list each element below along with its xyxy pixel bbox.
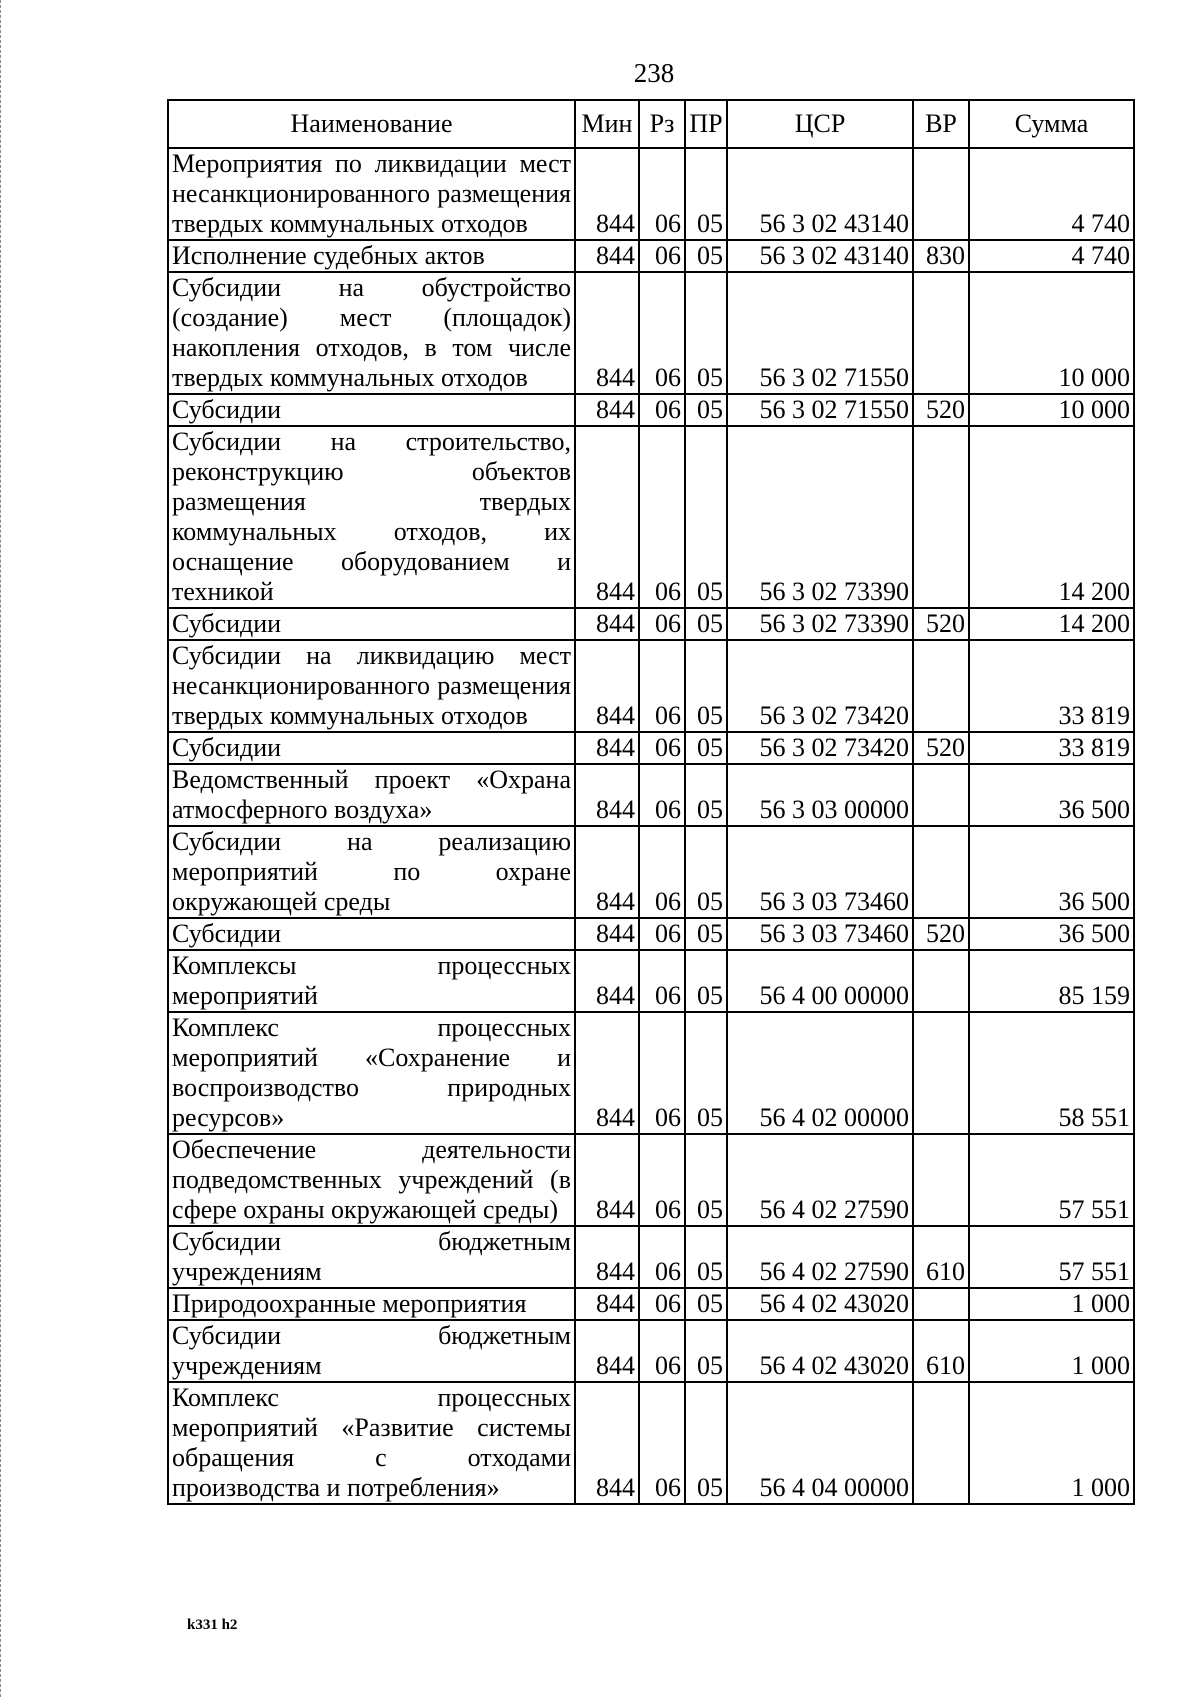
cell-vr: 520 [913,732,969,764]
cell-min: 844 [575,1382,639,1504]
cell-name: Субсидии [168,394,575,426]
table-row [168,1012,1134,1134]
cell-min: 844 [575,1134,639,1226]
cell-min: 844 [575,148,639,240]
table-row [168,1288,1134,1320]
cell-pr: 05 [685,272,727,394]
cell-vr [913,426,969,608]
cell-sum: 57 551 [969,1134,1134,1226]
cell-min: 844 [575,240,639,272]
cell-pr: 05 [685,1134,727,1226]
cell-sum: 85 159 [969,950,1134,1012]
budget-table [167,99,1135,1505]
cell-vr [913,826,969,918]
cell-csr: 56 3 03 73460 [727,826,913,918]
cell-name: Исполнение судебных актов [168,240,575,272]
cell-name: Комплекс процессных мероприятий «Развитие системы обращения с отходами производства и потребления» [168,1382,575,1504]
page-edge-rule [0,0,1,1697]
cell-vr [913,764,969,826]
cell-vr [913,640,969,732]
cell-pr: 05 [685,148,727,240]
table-row [168,764,1134,826]
cell-pr: 05 [685,1288,727,1320]
table-row [168,426,1134,608]
cell-vr [913,1288,969,1320]
cell-name: Природоохранные мероприятия [168,1288,575,1320]
cell-rz: 06 [639,426,685,608]
table-header-row [168,100,1134,148]
cell-pr: 05 [685,640,727,732]
cell-sum: 58 551 [969,1012,1134,1134]
cell-csr: 56 3 03 73460 [727,918,913,950]
cell-sum: 14 200 [969,608,1134,640]
cell-csr: 56 3 02 73420 [727,732,913,764]
table-row [168,608,1134,640]
header-rz: Рз [639,100,685,148]
cell-vr [913,272,969,394]
table-row [168,640,1134,732]
cell-min: 844 [575,426,639,608]
cell-sum: 14 200 [969,426,1134,608]
table-row [168,1134,1134,1226]
cell-rz: 06 [639,1382,685,1504]
cell-min: 844 [575,826,639,918]
cell-pr: 05 [685,394,727,426]
cell-sum: 33 819 [969,732,1134,764]
cell-rz: 06 [639,1226,685,1288]
cell-sum: 36 500 [969,764,1134,826]
cell-name: Субсидии на строительство, реконструкцию объектов размещения твердых коммунальных отходов, их оснащение оборудованием и техникой [168,426,575,608]
cell-pr: 05 [685,1320,727,1382]
cell-vr: 830 [913,240,969,272]
cell-name: Субсидии [168,918,575,950]
cell-pr: 05 [685,240,727,272]
table-row [168,732,1134,764]
cell-csr: 56 4 00 00000 [727,950,913,1012]
cell-sum: 36 500 [969,826,1134,918]
cell-min: 844 [575,918,639,950]
table-row [168,950,1134,1012]
cell-sum: 1 000 [969,1288,1134,1320]
cell-name: Субсидии [168,608,575,640]
table-row [168,394,1134,426]
cell-sum: 4 740 [969,148,1134,240]
cell-csr: 56 4 02 27590 [727,1134,913,1226]
cell-csr: 56 3 02 73420 [727,640,913,732]
cell-vr [913,1382,969,1504]
cell-pr: 05 [685,764,727,826]
cell-min: 844 [575,1012,639,1134]
cell-vr: 520 [913,608,969,640]
cell-csr: 56 4 04 00000 [727,1382,913,1504]
cell-vr: 520 [913,394,969,426]
cell-pr: 05 [685,950,727,1012]
cell-rz: 06 [639,826,685,918]
cell-csr: 56 3 02 71550 [727,272,913,394]
table-row [168,1320,1134,1382]
cell-min: 844 [575,764,639,826]
cell-sum: 1 000 [969,1382,1134,1504]
cell-min: 844 [575,1288,639,1320]
table-row [168,1382,1134,1504]
cell-sum: 36 500 [969,918,1134,950]
cell-name: Мероприятия по ликвидации мест несанкционированного размещения твердых коммунальных отходов [168,148,575,240]
cell-name: Субсидии на обустройство (создание) мест (площадок) накопления отходов, в том числе твердых коммунальных отходов [168,272,575,394]
cell-csr: 56 4 02 27590 [727,1226,913,1288]
cell-rz: 06 [639,272,685,394]
cell-csr: 56 4 02 43020 [727,1288,913,1320]
cell-min: 844 [575,1226,639,1288]
cell-rz: 06 [639,1012,685,1134]
cell-rz: 06 [639,394,685,426]
header-name: Наименование [168,100,575,148]
table-row [168,1226,1134,1288]
cell-rz: 06 [639,240,685,272]
cell-min: 844 [575,272,639,394]
cell-rz: 06 [639,1288,685,1320]
cell-pr: 05 [685,732,727,764]
cell-rz: 06 [639,640,685,732]
header-min: Мин [575,100,639,148]
table-row [168,240,1134,272]
cell-vr: 520 [913,918,969,950]
cell-csr: 56 3 02 71550 [727,394,913,426]
cell-sum: 33 819 [969,640,1134,732]
table-row [168,148,1134,240]
cell-vr [913,148,969,240]
cell-rz: 06 [639,1134,685,1226]
cell-name: Субсидии на ликвидацию мест несанкционированного размещения твердых коммунальных отходов [168,640,575,732]
cell-csr: 56 3 02 43140 [727,240,913,272]
header-sum: Сумма [969,100,1134,148]
table-row [168,918,1134,950]
cell-name: Ведомственный проект «Охрана атмосферного воздуха» [168,764,575,826]
header-pr: ПР [685,100,727,148]
cell-min: 844 [575,640,639,732]
cell-vr [913,950,969,1012]
cell-csr: 56 3 02 73390 [727,426,913,608]
cell-min: 844 [575,1320,639,1382]
cell-sum: 4 740 [969,240,1134,272]
cell-csr: 56 3 02 73390 [727,608,913,640]
cell-name: Субсидии на реализацию мероприятий по охране окружающей среды [168,826,575,918]
cell-rz: 06 [639,1320,685,1382]
cell-pr: 05 [685,826,727,918]
cell-csr: 56 3 03 00000 [727,764,913,826]
cell-min: 844 [575,732,639,764]
footer-code: k331 h2 [187,1617,238,1633]
cell-min: 844 [575,608,639,640]
cell-pr: 05 [685,1012,727,1134]
cell-name: Комплекс процессных мероприятий «Сохранение и воспроизводство природных ресурсов» [168,1012,575,1134]
cell-rz: 06 [639,918,685,950]
cell-pr: 05 [685,1382,727,1504]
cell-rz: 06 [639,950,685,1012]
cell-min: 844 [575,950,639,1012]
cell-name: Субсидии бюджетным учреждениям [168,1320,575,1382]
cell-name: Обеспечение деятельности подведомственных учреждений (в сфере охраны окружающей среды) [168,1134,575,1226]
cell-name: Комплексы процессных мероприятий [168,950,575,1012]
cell-vr [913,1134,969,1226]
header-vr: ВР [913,100,969,148]
cell-name: Субсидии [168,732,575,764]
cell-pr: 05 [685,1226,727,1288]
cell-vr: 610 [913,1320,969,1382]
cell-rz: 06 [639,608,685,640]
table-row [168,272,1134,394]
cell-csr: 56 3 02 43140 [727,148,913,240]
cell-csr: 56 4 02 43020 [727,1320,913,1382]
table-body [168,148,1134,1504]
cell-sum: 10 000 [969,394,1134,426]
cell-rz: 06 [639,732,685,764]
cell-sum: 57 551 [969,1226,1134,1288]
cell-name: Субсидии бюджетным учреждениям [168,1226,575,1288]
cell-pr: 05 [685,918,727,950]
cell-pr: 05 [685,608,727,640]
cell-rz: 06 [639,148,685,240]
page-number: 238 [633,58,675,88]
cell-vr: 610 [913,1226,969,1288]
cell-rz: 06 [639,764,685,826]
cell-vr [913,1012,969,1134]
cell-sum: 1 000 [969,1320,1134,1382]
cell-csr: 56 4 02 00000 [727,1012,913,1134]
table-row [168,826,1134,918]
cell-min: 844 [575,394,639,426]
cell-pr: 05 [685,426,727,608]
header-csr: ЦСР [727,100,913,148]
cell-sum: 10 000 [969,272,1134,394]
